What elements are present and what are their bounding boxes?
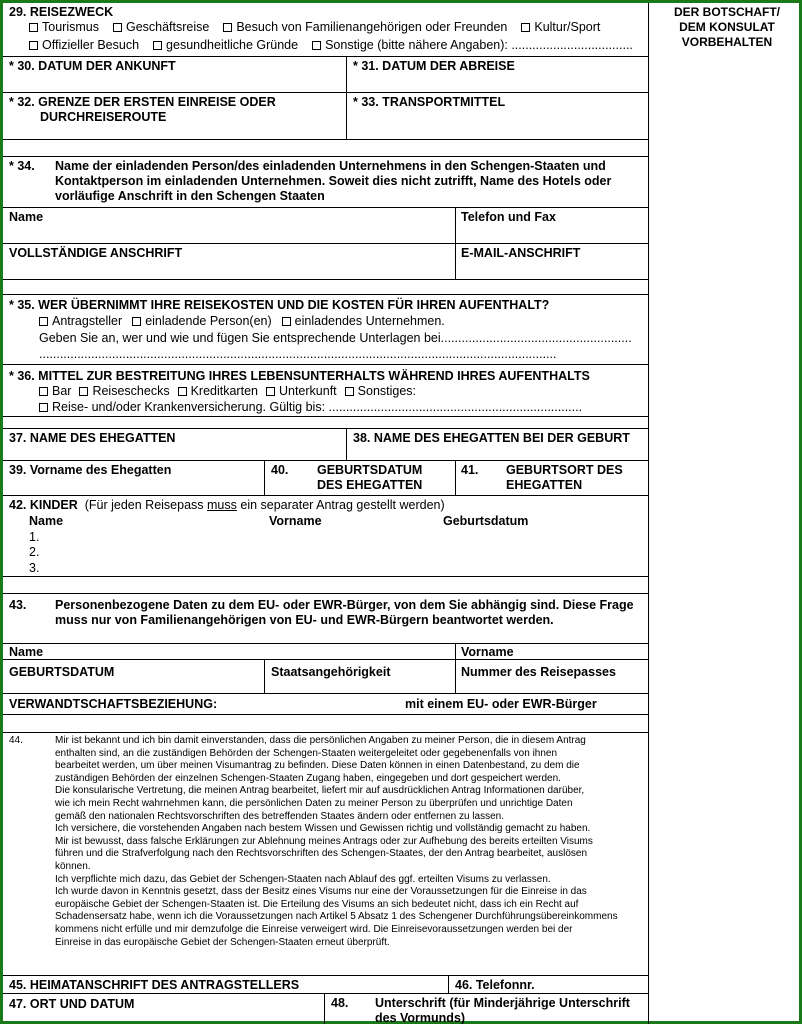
checkbox-icon[interactable]: [79, 387, 88, 396]
means-travellers-cheques[interactable]: Reiseschecks: [79, 384, 169, 399]
means-other[interactable]: Sonstiges:: [345, 384, 416, 399]
field-35-options: [39, 314, 459, 329]
field-32-border-entry[interactable]: * 32. GRENZE DER ERSTEN EINREISE ODER DURCHREISEROUTE: [9, 95, 276, 124]
field-43-relationship-with: mit einem EU- oder EWR-Bürger: [405, 697, 597, 711]
means-cash[interactable]: Bar: [39, 384, 71, 399]
field-48-signature[interactable]: Unterschrift (für Minderjährige Unterschrift des Vormunds): [375, 996, 630, 1024]
means-accommodation[interactable]: Unterkunft: [266, 384, 337, 399]
field-41-spouse-birth-place[interactable]: GEBURTSORT DES EHEGATTEN: [506, 463, 623, 492]
field-29-options-row1: [29, 20, 614, 35]
field-34-phone-fax[interactable]: Telefon und Fax: [461, 210, 556, 224]
field-43-first-name[interactable]: Vorname: [461, 645, 514, 659]
checkbox-icon[interactable]: [345, 387, 354, 396]
field-43-number: 43.: [9, 598, 27, 612]
checkbox-icon[interactable]: [282, 317, 291, 326]
field-43-description: Personenbezogene Daten zu dem EU- oder EWR-Bürger, von dem Sie abhängig sind. Diese Frage muss nur von Familienangehörigen von EU- und EWR-Bürgern beantwortet werden.: [55, 598, 634, 627]
checkbox-icon[interactable]: [521, 23, 530, 32]
embassy-reserved-note: DER BOTSCHAFT/ DEM KONSULAT VORBEHALTEN: [674, 5, 780, 49]
travel-purpose-business[interactable]: Geschäftsreise: [113, 20, 209, 35]
field-40-spouse-birth-date[interactable]: GEBURTSDATUM DES EHEGATTEN: [317, 463, 423, 492]
field-34-name[interactable]: Name: [9, 210, 44, 224]
field-34-description: Name der einladenden Person/des einladenden Unternehmens in den Schengen-Staaten und Kontaktperson im einladenden Unternehmen. Soweit dies nicht zutrifft, Name des Hotels oder vorläufige Anschrift in den Schengen Staaten: [55, 159, 612, 203]
checkbox-icon[interactable]: [113, 23, 122, 32]
field-44-number: 44.: [9, 735, 23, 746]
field-37-spouse-name[interactable]: 37. NAME DES EHEGATTEN: [9, 431, 176, 445]
field-36-insurance[interactable]: Reise- und/oder Krankenversicherung. Gültig bis: .........................................................................: [39, 400, 582, 415]
checkbox-icon[interactable]: [266, 387, 275, 396]
field-31-departure-date[interactable]: * 31. DATUM DER ABREISE: [353, 59, 515, 73]
means-credit-cards[interactable]: Kreditkarten: [178, 384, 258, 399]
checkbox-icon[interactable]: [39, 387, 48, 396]
travel-purpose-other[interactable]: Sonstige (bitte nähere Angaben): ...................................: [312, 38, 633, 53]
field-46-phone[interactable]: 46. Telefonnr.: [455, 978, 535, 992]
children-row-1[interactable]: 1.: [29, 530, 40, 544]
field-30-arrival-date[interactable]: * 30. DATUM DER ANKUNFT: [9, 59, 176, 73]
travel-purpose-official[interactable]: Offizieller Besuch: [29, 38, 139, 53]
checkbox-icon[interactable]: [153, 41, 162, 50]
field-35-title: * 35. WER ÜBERNIMMT IHRE REISEKOSTEN UND DIE KOSTEN FÜR IHREN AUFENTHALT?: [9, 298, 550, 312]
costs-by-applicant[interactable]: Antragsteller: [39, 314, 122, 329]
costs-by-host-person[interactable]: einladende Person(en): [132, 314, 271, 329]
checkbox-icon[interactable]: [223, 23, 232, 32]
field-34-email[interactable]: E-MAIL-ANSCHRIFT: [461, 246, 581, 260]
field-44-declaration: Mir ist bekannt und ich bin damit einverstanden, dass die persönlichen Angaben zu meiner Person, die in diesem Antrag enthalten sind, an die zuständigen Behörden der Schengen-Staaten weitergeleitet oder gegebenenfalls von ihnen bearbeitet werden, um über meinen Visumantrag zu befinden. Diese Daten können in einen Datenbestand, zu dem die zuständigen Behörden der einzelnen Schengen-Staaten Zugang haben, eingegeben und dort gespeichert werden. Die konsularische Vertretung, die meinen Antrag bearbeitet, liefert mir auf ausdrücklichen Antrag Informationen darüber, wie ich mein Recht wahrnehmen kann, die persönlichen Daten zu meiner Person zu überprüfen und unrichtige Daten gemäß den nationalen Rechtsvorschriften des betreffenden Staates ändern oder entfernen zu lassen. Ich versichere, die vorstehenden Angaben nach bestem Wissen und Gewissen richtig und vollständig gemacht zu haben. Mir ist bewusst, dass falsche Erklärungen zur Ablehnung meines Antrags oder zur Aufhebung des bereits erteilten Visums führen und die Strafverfolgung nach den Rechtsvorschriften des Schengen-Staates, der den Antrag bearbeitet, auslösen können. Ich verpflichte mich dazu, das Gebiet der Schengen-Staaten nach Ablauf des ggf. erteilten Visums zu verlassen. Ich wurde davon in Kenntnis gesetzt, dass der Besitz eines Visums nur eine der Voraussetzungen für die Einreise in das europäische Gebiet der Schengen-Staaten ist. Die Erteilung des Visums an sich bedeutet nicht, dass ich ein Recht auf Schadensersatz habe, wenn ich die Voraussetzungen nach Artikel 5 Absatz 1 des Schengener Durchführungsübereinkommens kommens nicht erfülle und mir demzufolge die Einreise verweigert wird. Die Einreisevoraussetzungen werden bei der Einreise in das europäische Gebiet der Schengen-Staaten erneut überprüft.: [55, 735, 618, 948]
field-43-relationship[interactable]: VERWANDTSCHAFTSBEZIEHUNG:: [9, 697, 218, 711]
field-35-details-line1[interactable]: Geben Sie an, wer und wie und fügen Sie entsprechende Unterlagen bei.......................................................: [39, 331, 632, 345]
field-33-transport[interactable]: * 33. TRANSPORTMITTEL: [353, 95, 506, 109]
travel-purpose-family-visit[interactable]: Besuch von Familienangehörigen oder Freunden: [223, 20, 507, 35]
field-42-title: 42. KINDER (Für jeden Reisepass muss ein separater Antrag gestellt werden): [9, 498, 445, 512]
checkbox-icon[interactable]: [29, 41, 38, 50]
field-36-title: * 36. MITTEL ZUR BESTREITUNG IHRES LEBENSUNTERHALTS WÄHREND IHRES AUFENTHALTS: [9, 369, 590, 383]
checkbox-icon[interactable]: [39, 317, 48, 326]
children-row-2[interactable]: 2.: [29, 545, 40, 559]
field-43-birth-date[interactable]: GEBURTSDATUM: [9, 665, 115, 679]
field-47-place-date[interactable]: 47. ORT UND DATUM: [9, 997, 135, 1011]
checkbox-icon[interactable]: [39, 403, 48, 412]
children-col-birth-date: Geburtsdatum: [443, 514, 529, 528]
travel-purpose-health[interactable]: gesundheitliche Gründe: [153, 38, 298, 53]
field-29-options-row2: [29, 38, 633, 53]
field-43-nationality[interactable]: Staatsangehörigkeit: [271, 665, 391, 679]
checkbox-icon[interactable]: [29, 23, 38, 32]
field-36-options: [39, 384, 430, 399]
field-34-full-address[interactable]: VOLLSTÄNDIGE ANSCHRIFT: [9, 246, 183, 260]
field-29-title: 29. REISEZWECK: [9, 5, 114, 19]
checkbox-icon[interactable]: [132, 317, 141, 326]
costs-by-host-company[interactable]: einladendes Unternehmen.: [282, 314, 445, 329]
field-48-number: 48.: [331, 996, 349, 1010]
field-34-number: * 34.: [9, 159, 35, 173]
travel-purpose-tourism[interactable]: Tourismus: [29, 20, 99, 35]
field-45-home-address[interactable]: 45. HEIMATANSCHRIFT DES ANTRAGSTELLERS: [9, 978, 300, 992]
field-43-passport-number[interactable]: Nummer des Reisepasses: [461, 665, 616, 679]
children-col-name: Name: [29, 514, 64, 528]
field-35-details-line2[interactable]: .....................................................................................................................................................: [39, 347, 557, 361]
checkbox-icon[interactable]: [178, 387, 187, 396]
field-43-name[interactable]: Name: [9, 645, 44, 659]
children-col-first-name: Vorname: [269, 514, 322, 528]
children-row-3[interactable]: 3.: [29, 561, 40, 575]
field-41-number: 41.: [461, 463, 479, 477]
field-39-spouse-first-name[interactable]: 39. Vorname des Ehegatten: [9, 463, 172, 477]
field-40-number: 40.: [271, 463, 289, 477]
checkbox-icon[interactable]: [312, 41, 321, 50]
field-38-spouse-birth-name[interactable]: 38. NAME DES EHEGATTEN BEI DER GEBURT: [353, 431, 630, 445]
travel-purpose-culture-sport[interactable]: Kultur/Sport: [521, 20, 600, 35]
